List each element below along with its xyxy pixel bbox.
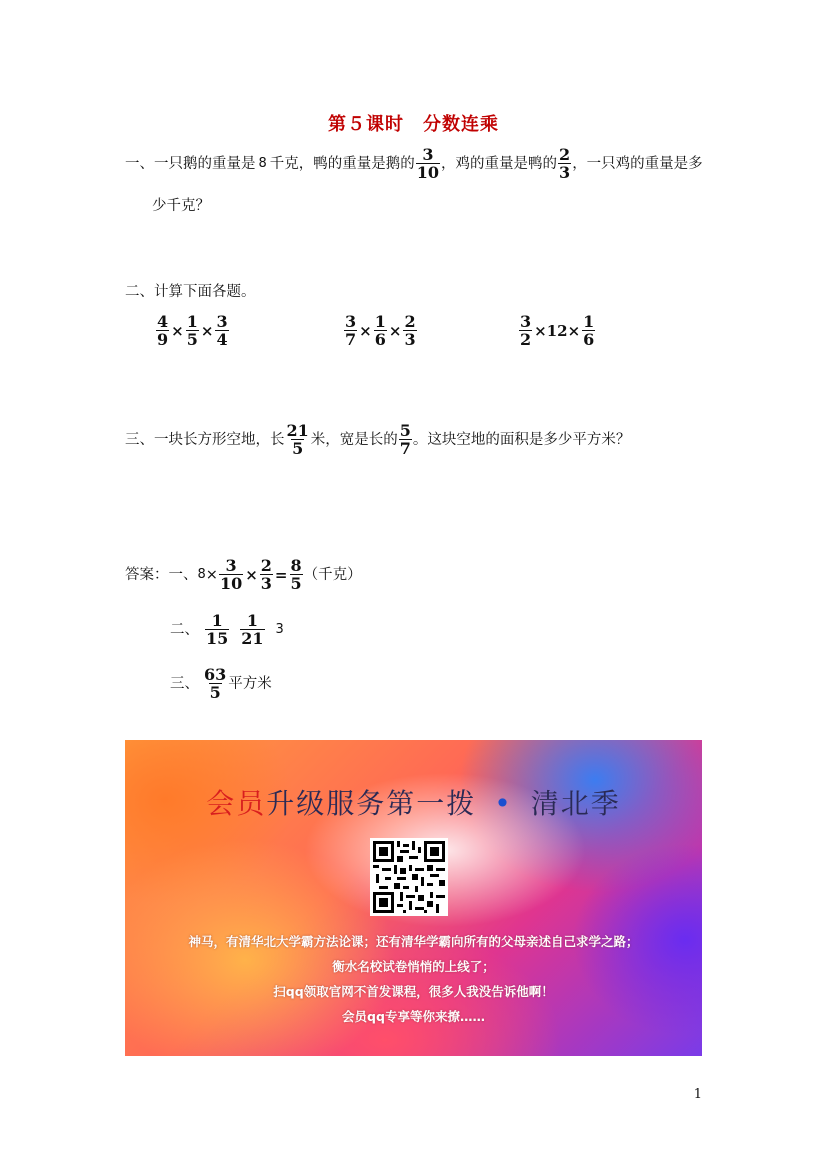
question-2-heading: 二、计算下面各题。	[125, 284, 256, 300]
q1-text-c: ，鸡的重量是鸭的	[441, 155, 558, 172]
qr-code-icon[interactable]	[370, 838, 448, 916]
fraction: $\frac{2}{3}$	[559, 145, 571, 182]
banner-text-line: 扫qq领取官网不首发课程，很多人我没告诉他啊！	[273, 984, 554, 999]
q1-text-d: ，一只鸡的重量是多	[572, 155, 703, 172]
q1-text-b: 千克，鸭的重量是鹅的	[269, 155, 415, 172]
page-number: 1	[693, 1087, 702, 1102]
question-1-line1	[125, 146, 703, 181]
promo-banner[interactable]	[125, 740, 702, 1056]
answer-2: 二、 $\frac{1}{15}$ $\frac{1}{21}$ 3	[170, 611, 284, 648]
banner-text-line: 神马，有清华北大学霸方法论课；还有清华学霸向所有的父母亲述自己求学之路；	[188, 934, 639, 949]
banner-title: 会员升级服务第一拨 • 清北季	[206, 787, 621, 820]
banner-text-line: 衡水名校试卷悄悄的上线了；	[332, 959, 495, 974]
page-title: 第５课时 分数连乘	[328, 114, 499, 135]
expression-2: $\frac{3}{7}$ × $\frac{1}{6}$ × $\frac{2}{3}$	[345, 312, 416, 349]
question-3: 三、一块长方形空地，长 $\frac{21}{5}$ 米，宽是长的 $\frac{5}{7}$ 。这块空地的面积是多少平方米？	[125, 421, 631, 458]
answer-1: 答案：一、 8 × $\frac{3}{10}$ × $\frac{2}{3}$ = $\frac{8}{5}$ （千克）	[125, 556, 362, 593]
answer-3: 三、 $\frac{63}{5}$ 平方米	[170, 665, 272, 702]
expression-3: $\frac{3}{2}$ ×12× $\frac{1}{6}$	[520, 312, 595, 349]
fraction: $\frac{3}{10}$	[416, 145, 440, 182]
q1-text-a: 一、一只鹅的重量是	[125, 155, 256, 172]
q1-number: 8	[258, 155, 267, 171]
expression-1: $\frac{4}{9}$ × $\frac{1}{5}$ × $\frac{3}{4}$	[157, 312, 228, 349]
question-1-line2: 少千克？	[152, 198, 210, 214]
banner-text-line: 会员qq专享等你来撩……	[342, 1009, 485, 1024]
